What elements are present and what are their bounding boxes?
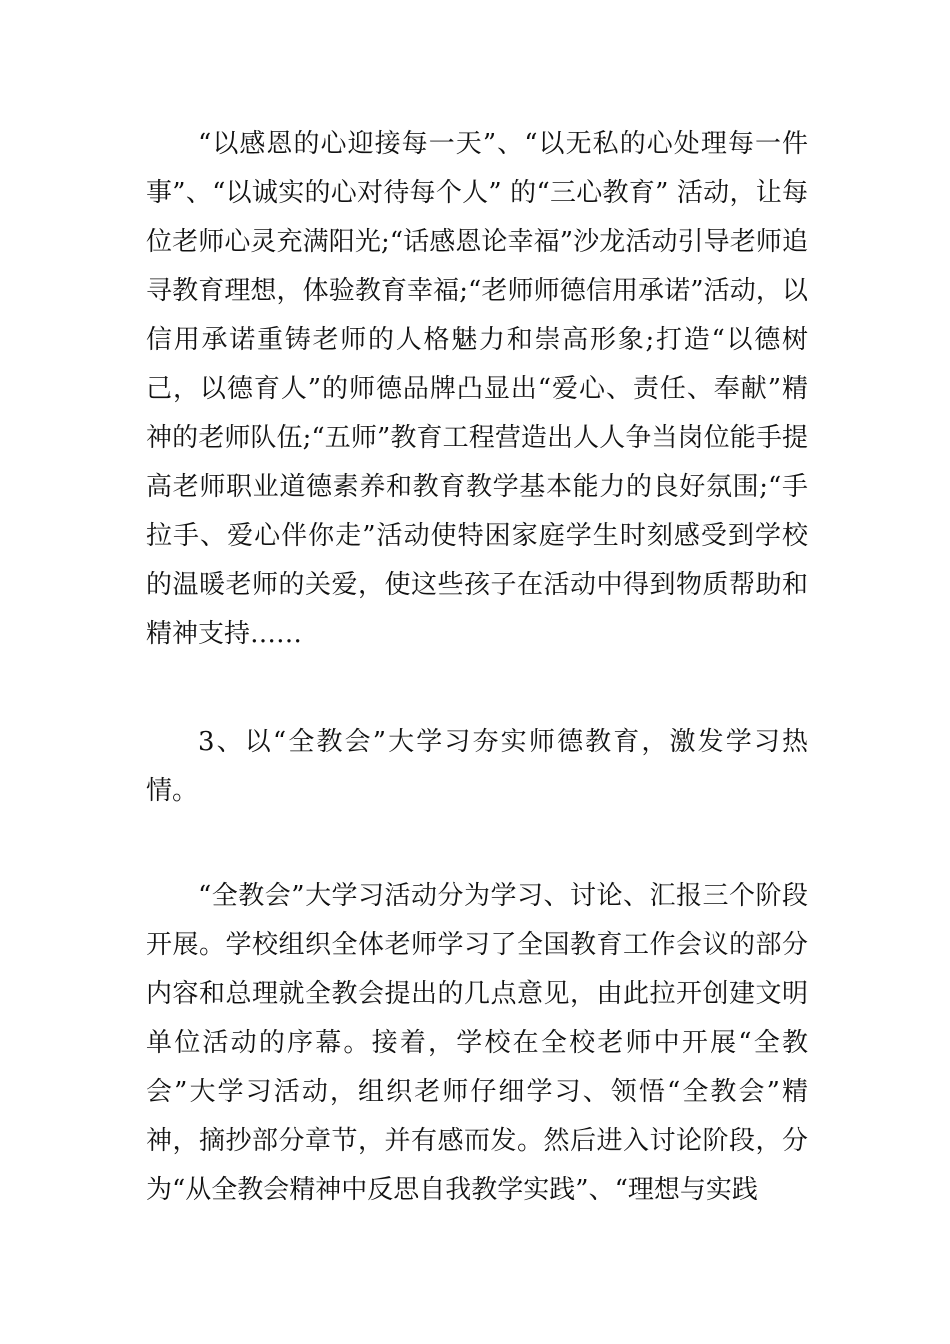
paragraph-three-heart-education: “以感恩的心迎接每一天”、“以无私的心处理每一件事”、“以诚实的心对待每个人” 的“三心教育” 活动，让每位老师心灵充满阳光;“话感恩论幸福”沙龙活动引导老师追寻教育理想，体验教育幸福;“老师师德信用承诺”活动，以信用承诺重铸老师的人格魅力和崇高形象;打造“以德树己，以德育人”的师德品牌凸显出“爱心、责任、奉献”精神的老师队伍;“五师”教育工程营造出人人争当岗位能手提高老师职业道德素养和教育教学基本能力的良好氛围;“手拉手、爱心伴你走”活动使特困家庭学生时刻感受到学校的温暖老师的关爱，使这些孩子在活动中得到物质帮助和精神支持…… xyxy=(146,129,808,649)
paragraph-study-activity: “全教会”大学习活动分为学习、讨论、汇报三个阶段开展。学校组织全体老师学习了全国教育工作会议的部分内容和总理就全教会提出的几点意见，由此拉开创建文明单位活动的序幕。接着，学校在全校老师中开展“全教会”大学习活动，组织老师仔细学习、领悟“全教会”精神，摘抄部分章节，并有感而发。然后进入讨论阶段，分为“从全教会精神中反思自我教学实践”、“理想与实践 xyxy=(146,881,808,1205)
section-heading-3: 3、以“全教会”大学习夯实师德教育，激发学习热情。 xyxy=(146,727,808,806)
